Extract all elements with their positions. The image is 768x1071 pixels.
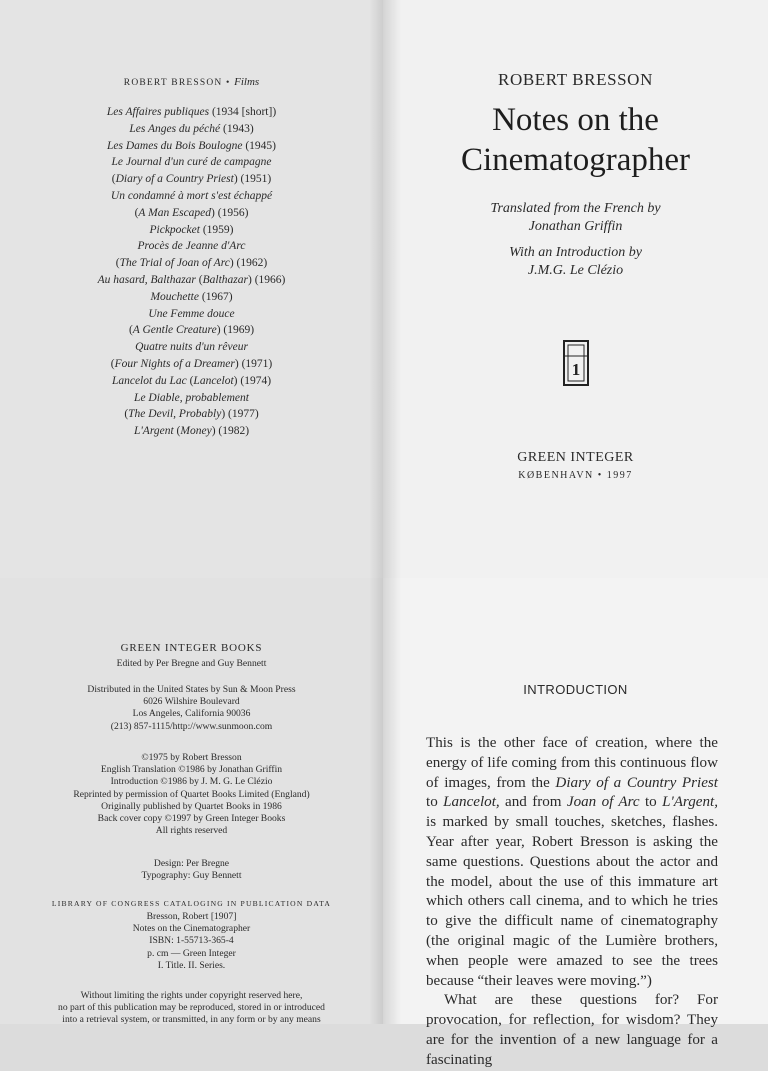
distribution-line: 6026 Wilshire Boulevard [143, 696, 240, 708]
notice-line: into a retrieval system, or transmitted, in any form or by any means [62, 1014, 321, 1026]
film-entry: (Diary of a Country Priest) (1951) [111, 173, 272, 186]
films-header-author: ROBERT BRESSON [123, 78, 223, 88]
publisher-logo-icon [563, 340, 589, 386]
films-header-title: Films [234, 76, 260, 88]
publisher-logo-glyph: 1 [571, 360, 581, 379]
film-entry: Pickpocket (1959) [149, 223, 234, 236]
loc-heading: LIBRARY OF CONGRESS CATALOGING IN PUBLICATION DATA [51, 899, 332, 908]
film-entry: Une Femme douce [148, 307, 235, 320]
film-entry: Les Affaires publiques (1934 [short]) [106, 106, 277, 118]
introduction-page [383, 578, 768, 1068]
film-entry: Lancelot du Lac (Lancelot) (1974) [111, 374, 272, 387]
introduction-credit [383, 244, 768, 280]
films-page [0, 0, 383, 578]
book-title-line-1: Notes on the [492, 102, 659, 138]
distribution-block [0, 684, 383, 733]
credit-line: Design: Per Bregne [153, 858, 230, 869]
film-entry: Les Anges du péché (1943) [129, 122, 254, 135]
film-entry: Procès de Jeanne d'Arc [137, 240, 246, 253]
introduction-text [426, 734, 718, 1071]
film-entry: Les Dames du Bois Boulogne (1945) [107, 139, 276, 152]
distribution-line: Los Angeles, California 90036 [132, 708, 251, 720]
notice-line: Without limiting the rights under copyright reserved here, [80, 990, 303, 1001]
introduction-heading: INTRODUCTION [523, 682, 628, 697]
distribution-line: (213) 857-1115/http://www.sunmoon.com [110, 720, 273, 732]
film-entry: Un condamné à mort s'est échappé [110, 189, 273, 202]
cataloging-line: p. cm — Green Integer [147, 947, 236, 959]
book-title-line-2: Cinematographer [460, 142, 691, 178]
introduction-paragraph: This is the other face of creation, where the energy of life coming from this continuous flow of images, from the Diary of a Country Priest to Lancelot, and from Joan of Arc to L'Argent, is marked by small touches, sketches, flashes. Year after year, Robert Bresson is asking the same questions. Questions about the actor and the model, about the use of this immature art which others call cinema, and to which he tries to give the difficult name of cinematography (the original magic of the Lumière brothers, when people were amazed to see the trees because “their leaves were moving.”) [426, 735, 718, 989]
films-header [0, 76, 383, 88]
introduction-paragraph: What are these questions for? For provocation, for reflection, for wisdom? They are for the invention of a new language for a fascinating [426, 992, 718, 1068]
distribution-line: Distributed in the United States by Sun & Moon Press [87, 684, 296, 695]
film-entry: Au hasard, Balthazar (Balthazar) (1966) [97, 273, 286, 286]
publisher-place-separator: • [597, 470, 603, 481]
copyright-page [0, 578, 383, 1024]
series-title: GREEN INTEGER BOOKS [120, 642, 263, 654]
film-entry: L'Argent (Money) (1982) [133, 425, 250, 438]
film-entry: Le Journal d'un curé de campagne [111, 156, 272, 169]
cataloging-block [0, 911, 383, 972]
film-entry: (The Trial of Joan of Arc) (1962) [115, 257, 268, 270]
design-credits [0, 858, 383, 882]
cataloging-line: Notes on the Cinematographer [132, 923, 251, 935]
cataloging-line: I. Title. II. Series. [157, 959, 226, 971]
rights-line: English Translation ©1986 by Jonathan Griffin [100, 764, 283, 776]
rights-line: ©1975 by Robert Bresson [141, 752, 242, 763]
film-entry: (A Gentle Creature) (1969) [128, 324, 255, 337]
credit-line: Typography: Guy Bennett [141, 870, 242, 882]
translator-line-2: Jonathan Griffin [528, 219, 623, 234]
notice-line: no part of this publication may be reproduced, stored in or introduced [58, 1002, 325, 1014]
rights-line: All rights reserved [155, 825, 228, 837]
film-entry: (A Man Escaped) (1956) [134, 206, 249, 219]
rights-line: Introduction ©1986 by J. M. G. Le Clézio [110, 776, 273, 788]
introduction-line-2: J.M.G. Le Clézio [527, 263, 624, 278]
film-entry: (The Devil, Probably) (1977) [124, 408, 259, 421]
films-header-separator: • [226, 78, 231, 88]
series-editors: Edited by Per Bregne and Guy Bennett [116, 658, 267, 669]
publisher-city: KØBENHAVN [518, 470, 594, 481]
rights-line: Back cover copy ©1997 by Green Integer Books [97, 813, 286, 825]
rights-notice [0, 990, 383, 1027]
title-page [383, 0, 768, 578]
film-entry: (Four Nights of a Dreamer) (1971) [110, 357, 273, 370]
film-entry: Quatre nuits d'un rêveur [135, 341, 248, 354]
cataloging-line: Bresson, Robert [1907] [146, 911, 237, 922]
publisher-place [383, 470, 768, 481]
rights-block [0, 752, 383, 837]
introduction-line-1: With an Introduction by [509, 245, 642, 260]
translator-line-1: Translated from the French by [490, 201, 661, 216]
films-list [0, 104, 383, 440]
translator-credit [383, 200, 768, 236]
publication-year: 1997 [606, 470, 633, 481]
rights-line: Originally published by Quartet Books in 1986 [101, 800, 282, 812]
rights-line: Reprinted by permission of Quartet Books Limited (England) [73, 788, 310, 800]
film-entry: Mouchette (1967) [150, 290, 233, 303]
film-entry: Le Diable, probablement [134, 391, 249, 404]
publisher-name: GREEN INTEGER [517, 450, 634, 465]
book-title [383, 100, 768, 180]
cataloging-line: ISBN: 1-55713-365-4 [149, 935, 234, 947]
title-page-author: ROBERT BRESSON [498, 70, 653, 89]
